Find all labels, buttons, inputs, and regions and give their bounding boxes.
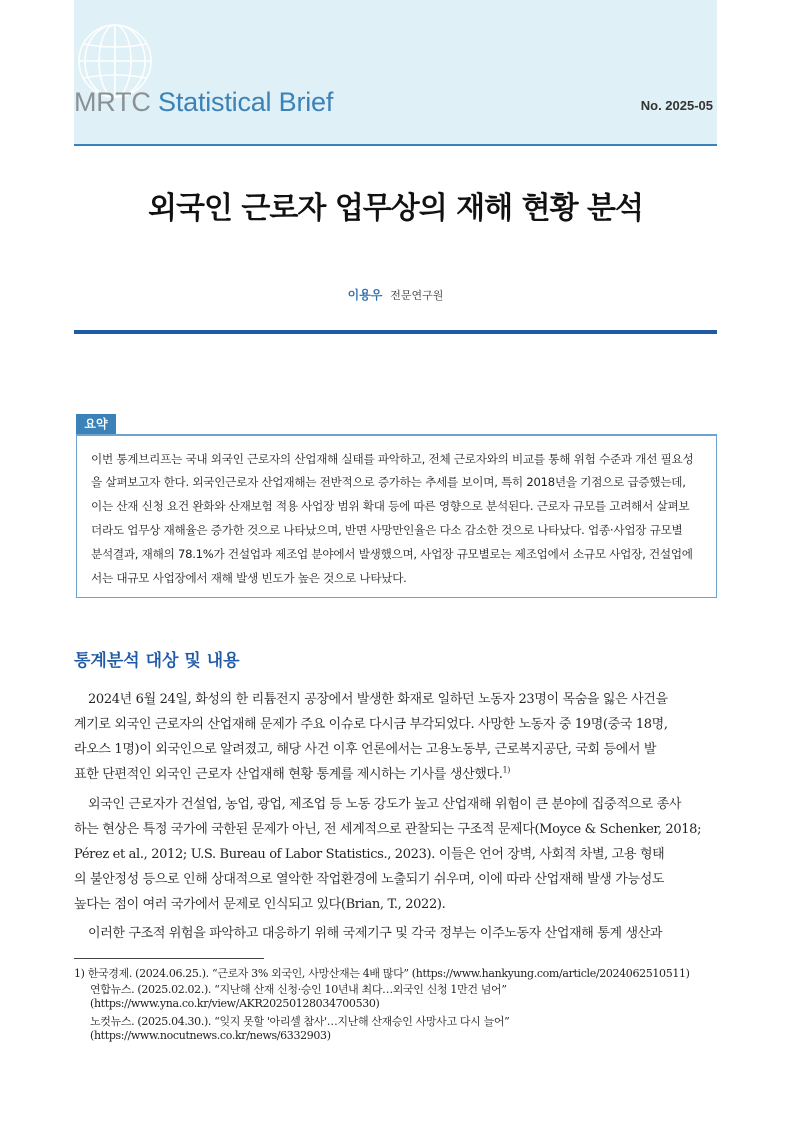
footnote-line: 노컷뉴스. (2025.04.30.). “잊지 못할 '아리셀 참사'…지난해 산재승인 사망사고 다시 늘어” xyxy=(90,1015,510,1028)
summary-line: 이는 산재 신청 요건 완화와 산재보험 적용 사업장 범위 확대 등에 따른 영향으로 분석된다. 근로자 규모를 고려해서 살펴보 xyxy=(91,499,690,513)
section-heading: 통계분석 대상 및 내용 xyxy=(74,651,240,671)
body-line: Pérez et al., 2012; U.S. Bureau of Labor Statistics., 2023). 이들은 언어 장벽, 사회적 차별, 고용 형태 xyxy=(74,847,665,862)
header-background xyxy=(74,0,717,145)
body-line: 높다는 점이 여러 국가에서 문제로 인식되고 있다(Brian, T., 2022). xyxy=(74,897,446,912)
body-line xyxy=(74,763,510,782)
footnote-line: (https://www.nocutnews.co.kr/news/6332903) xyxy=(90,1029,331,1042)
footnote-divider xyxy=(74,958,264,959)
summary-line: 이번 통계브리프는 국내 외국인 근로자의 산업재해 실태를 파악하고, 전체 근로자와의 비교를 통해 위험 수준과 개선 필요성 xyxy=(91,452,694,466)
body-line: 의 불안정성 등으로 인해 상대적으로 열악한 작업환경에 노출되기 쉬우며, 이에 따라 산업재해 발생 가능성도 xyxy=(74,872,665,887)
summary-line: 분석결과, 재해의 78.1%가 건설업과 제조업 분야에서 발생했으며, 사업장 규모별로는 제조업에서 소규모 사업장, 건설업에 xyxy=(91,547,693,561)
footnote-ref: 1) xyxy=(502,765,510,775)
body-line: 계기로 외국인 근로자의 산업재해 문제가 주요 이슈로 다시금 부각되었다. 사망한 노동자 중 19명(중국 18명, xyxy=(74,717,668,732)
summary-line: 서는 대규모 사업장에서 재해 발생 빈도가 높은 것으로 나타났다. xyxy=(91,571,407,585)
summary-line: 더라도 업무상 재해율은 증가한 것으로 나타났으며, 반면 사망만인율은 다소 감소한 것으로 나타났다. 업종·사업장 규모별 xyxy=(91,523,683,537)
brand-main: MRTC xyxy=(74,87,151,117)
body-line: 외국인 근로자가 건설업, 농업, 광업, 제조업 등 노동 강도가 높고 산업재해 위험이 큰 분야에 집중적으로 종사 xyxy=(88,797,682,812)
author-name: 이용우 xyxy=(347,288,383,302)
footnote-line: 1) 한국경제. (2024.06.25.). “근로자 3% 외국인, 사망산재는 4배 많다” (https://www.hankyung.com/article/2024062510511) xyxy=(74,967,690,980)
brand-title xyxy=(74,86,333,118)
summary-line: 을 살펴보고자 한다. 외국인근로자 산업재해는 전반적으로 증가하는 추세를 보이며, 특히 2018년을 기점으로 급증했는데, xyxy=(91,475,686,489)
author-role: 전문연구원 xyxy=(390,289,444,302)
footnote-line: 연합뉴스. (2025.02.02.). “지난해 산재 신청·승인 10년내 최다…외국인 신청 1만건 넘어” xyxy=(90,983,507,996)
footnote-line: (https://www.yna.co.kr/view/AKR20250128034700530) xyxy=(90,997,380,1010)
body-line: 하는 현상은 특정 국가에 국한된 문제가 아닌, 전 세계적으로 관찰되는 구조적 문제다(Moyce & Schenker, 2018; xyxy=(74,822,702,837)
title-divider xyxy=(74,330,717,334)
body-line: 라오스 1명)이 외국인으로 알려졌고, 해당 사건 이후 언론에서는 고용노동부, 근로복지공단, 국회 등에서 발 xyxy=(74,742,657,757)
body-line-text: 표한 단편적인 외국인 근로자 산업재해 현황 통계를 제시하는 기사를 생산했다. xyxy=(74,767,503,782)
header-divider xyxy=(74,144,717,146)
page-title: 외국인 근로자 업무상의 재해 현황 분석 xyxy=(148,191,643,226)
body-line: 이러한 구조적 위험을 파악하고 대응하기 위해 국제기구 및 각국 정부는 이주노동자 산업재해 통계 생산과 xyxy=(88,926,663,941)
issue-number: No. 2025-05 xyxy=(640,98,713,113)
author-line xyxy=(74,286,717,303)
summary-label: 요약 xyxy=(76,414,116,434)
body-line: 2024년 6월 24일, 화성의 한 리튬전지 공장에서 발생한 화재로 일하던 노동자 23명이 목숨을 잃은 사건을 xyxy=(88,692,668,707)
brand-sub: Statistical Brief xyxy=(158,87,334,117)
